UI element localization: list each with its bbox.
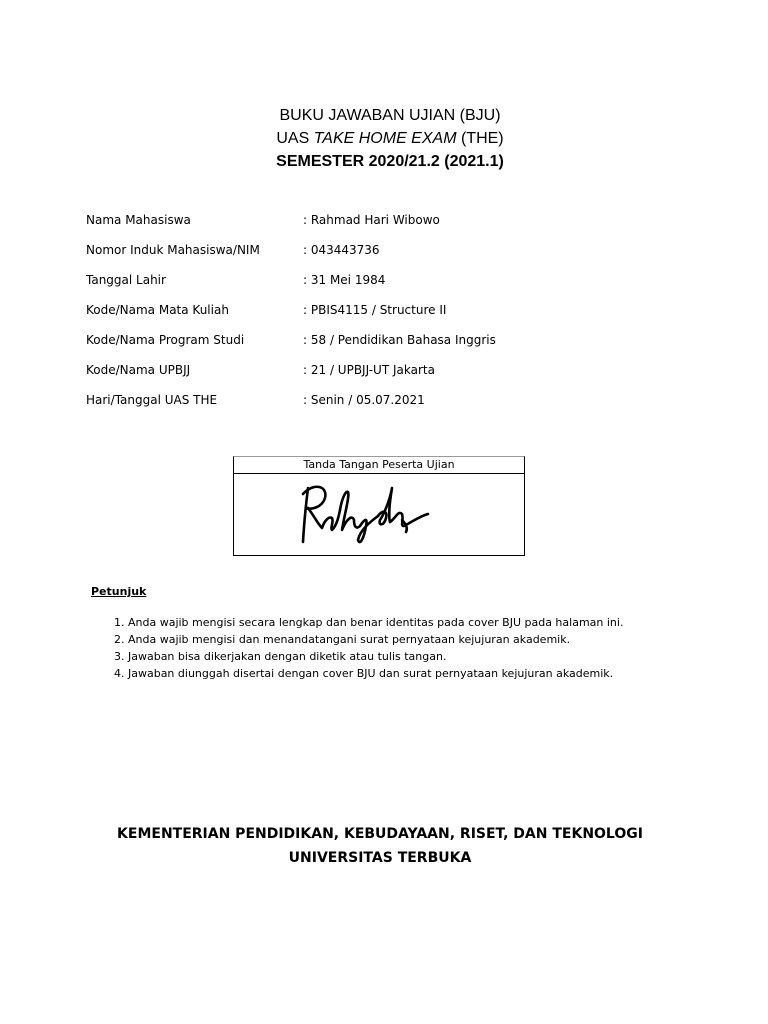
info-value: : 043443736 — [303, 243, 380, 257]
info-row-course — [86, 302, 606, 332]
title-line-2-prefix: UAS — [276, 130, 314, 147]
instruction-item: 3. Jawaban bisa dikerjakan dengan diketik atau tulis tangan. — [114, 650, 447, 663]
info-row-name — [86, 212, 606, 242]
instruction-item: 1. Anda wajib mengisi secara lengkap dan benar identitas pada cover BJU pada halaman ini. — [114, 616, 624, 629]
instructions-section — [91, 584, 691, 682]
instruction-item: 2. Anda wajib mengisi dan menandatangani surat pernyataan kejujuran akademik. — [114, 633, 571, 646]
instructions-list — [91, 614, 691, 682]
title-line-2-suffix: (THE) — [456, 130, 504, 147]
signature-area — [234, 474, 524, 556]
document-title-block — [0, 104, 768, 173]
info-row-upbjj — [86, 362, 606, 392]
title-line-2 — [0, 127, 768, 150]
info-row-nim — [86, 242, 606, 272]
ministry-name: KEMENTERIAN PENDIDIKAN, KEBUDAYAAN, RISET, DAN TEKNOLOGI — [117, 826, 643, 842]
university-name: UNIVERSITAS TERBUKA — [288, 850, 472, 866]
info-label: Kode/Nama UPBJJ — [86, 363, 191, 377]
signature-box-header: Tanda Tangan Peserta Ujian — [234, 457, 524, 474]
info-label: Hari/Tanggal UAS THE — [86, 393, 218, 407]
info-row-exam-date — [86, 392, 606, 422]
instructions-heading: Petunjuk — [91, 585, 147, 598]
title-line-3: SEMESTER 2020/21.2 (2021.1) — [276, 153, 504, 170]
info-label: Kode/Nama Mata Kuliah — [86, 303, 229, 317]
institution-footer — [0, 822, 760, 870]
title-line-2-italic: TAKE HOME EXAM — [313, 130, 457, 147]
title-line-1: BUKU JAWABAN UJIAN (BJU) — [279, 107, 501, 124]
info-label: Nama Mahasiswa — [86, 213, 191, 227]
info-row-birthdate — [86, 272, 606, 302]
signature-box — [233, 456, 525, 556]
info-value: : 21 / UPBJJ-UT Jakarta — [303, 363, 435, 377]
student-info-table — [86, 212, 606, 422]
instruction-item: 4. Jawaban diunggah disertai dengan cover BJU dan surat pernyataan kejujuran akademik. — [114, 667, 614, 680]
info-value: : 58 / Pendidikan Bahasa Inggris — [303, 333, 496, 347]
info-label: Tanggal Lahir — [86, 273, 166, 287]
info-value: : 31 Mei 1984 — [303, 273, 386, 287]
info-row-program — [86, 332, 606, 362]
handwritten-signature — [294, 480, 444, 548]
info-label: Kode/Nama Program Studi — [86, 333, 245, 347]
info-label: Nomor Induk Mahasiswa/NIM — [86, 243, 260, 257]
info-value: : PBIS4115 / Structure II — [303, 303, 447, 317]
info-value: : Senin / 05.07.2021 — [303, 393, 425, 407]
info-value: : Rahmad Hari Wibowo — [303, 213, 440, 227]
